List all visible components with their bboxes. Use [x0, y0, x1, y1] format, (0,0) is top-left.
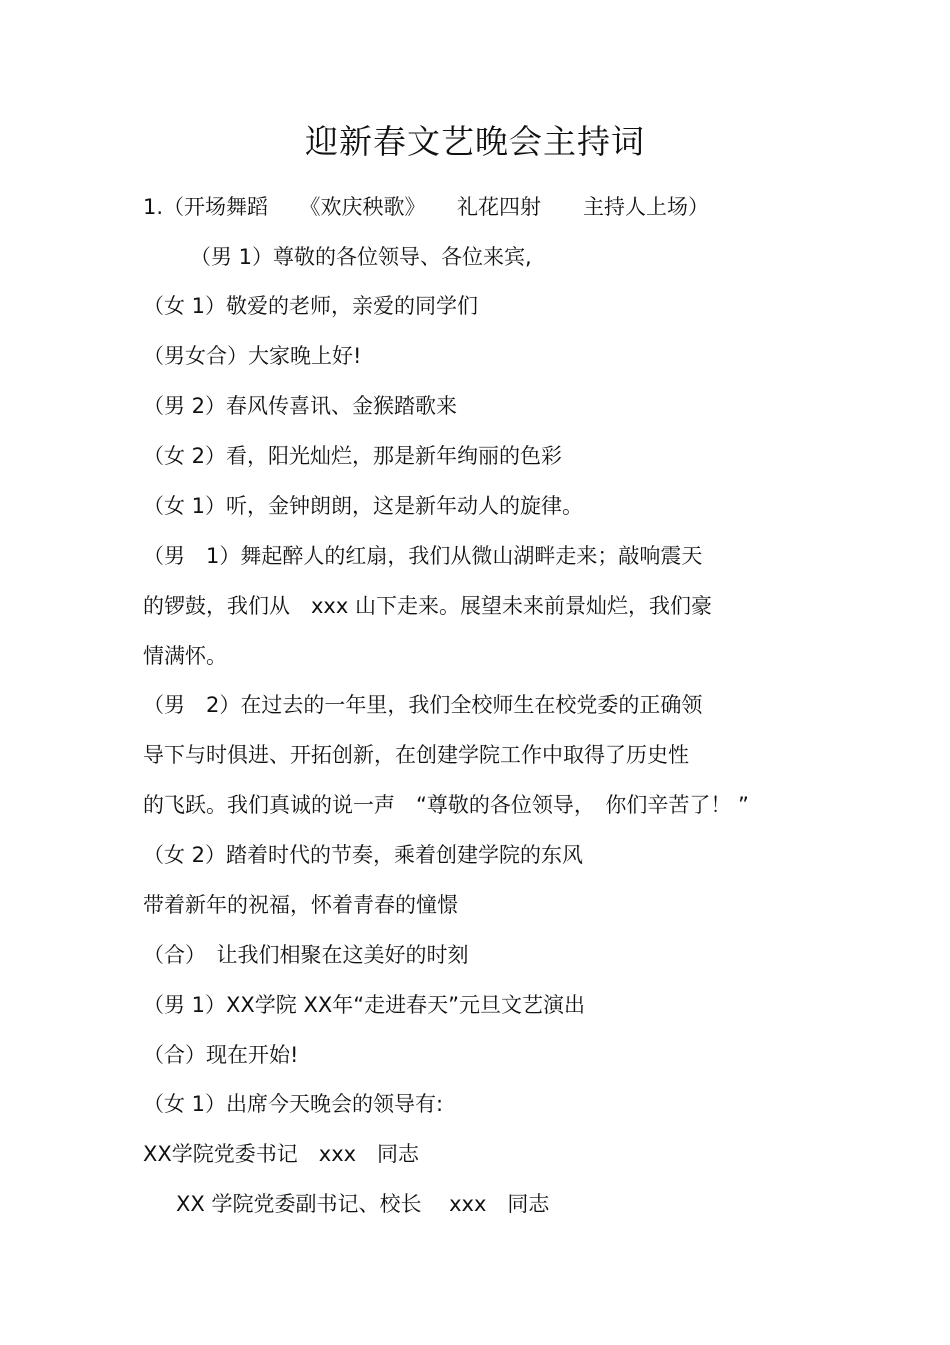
script-line-7: （女 1）听，金钟朗朗，这是新年动人的旋律。	[143, 494, 584, 518]
script-line-12: 导下与时俱进、开拓创新，在创建学院工作中取得了历史性	[143, 743, 689, 767]
script-line-16: （合） 让我们相聚在这美好的时刻	[143, 943, 469, 967]
script-line-6: （女 2）看，阳光灿烂，那是新年绚丽的色彩	[143, 444, 563, 468]
script-line-18: （合）现在开始!	[143, 1043, 299, 1067]
script-line-4: （男女合）大家晚上好!	[143, 344, 362, 368]
script-line-17: （男 1）XX学院 XX年“走进春天”元旦文艺演出	[143, 993, 586, 1017]
script-line-19: （女 1）出席今天晚会的领导有:	[143, 1092, 444, 1116]
script-line-14: （女 2）踏着时代的节奏，乘着创建学院的东风	[143, 843, 584, 867]
script-line-10: 情满怀。	[143, 644, 227, 668]
document-title: 迎新春文艺晚会主持词	[305, 122, 645, 161]
script-line-21: XX 学院党委副书记、校长 xxx 同志	[176, 1192, 550, 1216]
script-line-11: （男 2）在过去的一年里，我们全校师生在校党委的正确领	[143, 693, 703, 717]
script-line-8: （男 1）舞起醉人的红扇，我们从微山湖畔走来；敲响震天	[143, 544, 703, 568]
script-line-1: 1.（开场舞蹈 《欢庆秧歌》 礼花四射 主持人上场）	[143, 195, 710, 219]
script-line-9: 的锣鼓，我们从 xxx 山下走来。展望未来前景灿烂，我们豪	[143, 594, 712, 618]
script-line-5: （男 2）春风传喜讯、金猴踏歌来	[143, 394, 458, 418]
script-line-20: XX学院党委书记 xxx 同志	[143, 1142, 420, 1166]
script-line-13: 的飞跃。我们真诚的说一声 “尊敬的各位领导， 你们辛苦了！ ”	[143, 793, 749, 817]
script-line-3: （女 1）敬爱的老师，亲爱的同学们	[143, 294, 479, 318]
script-line-2: （男 1）尊敬的各位领导、各位来宾,	[190, 245, 532, 269]
script-line-15: 带着新年的祝福，怀着青春的憧憬	[143, 893, 458, 917]
